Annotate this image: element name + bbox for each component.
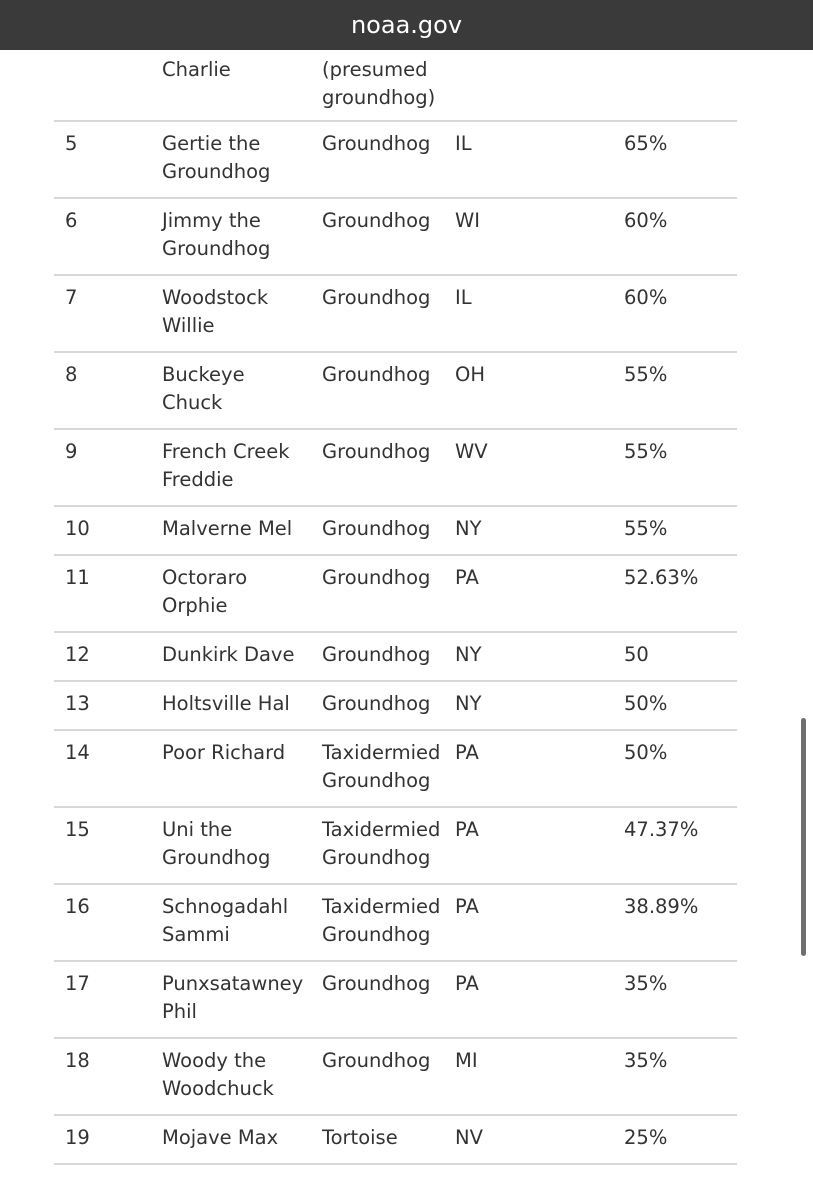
cell-state: IL: [455, 132, 472, 155]
cell-name: Woodstock Willie: [162, 286, 269, 337]
cell-name: Gertie the Groundhog: [162, 132, 271, 183]
cell-name: Charlie: [162, 58, 231, 81]
table-row: [54, 962, 737, 1039]
cell-type: Groundhog: [322, 972, 431, 995]
cell-state: PA: [455, 566, 479, 589]
cell-rank: [54, 56, 151, 112]
table-row: [54, 199, 737, 276]
cell-type: Groundhog: [322, 517, 431, 540]
cell-rank: 19: [65, 1126, 90, 1149]
cell-rank: 6: [65, 209, 78, 232]
cell-name: Dunkirk Dave: [162, 643, 295, 666]
cell-state: WV: [455, 440, 488, 463]
cell-type: Groundhog: [322, 286, 431, 309]
table-row: [54, 276, 737, 353]
table-row: [54, 731, 737, 808]
cell-type: Groundhog: [322, 363, 431, 386]
cell-rank: 7: [65, 286, 78, 309]
table-row: [54, 808, 737, 885]
cell-rank: 14: [65, 741, 90, 764]
cell-type: (presumed groundhog): [322, 58, 436, 109]
scrollbar[interactable]: [801, 718, 806, 956]
table-row: [54, 430, 737, 507]
table-row: [54, 556, 737, 633]
cell-rank: 15: [65, 818, 90, 841]
cell-state: PA: [455, 818, 479, 841]
cell-type: Taxidermied Groundhog: [322, 741, 441, 792]
cell-name: Uni the Groundhog: [162, 818, 271, 869]
cell-rank: 8: [65, 363, 78, 386]
cell-type: Taxidermied Groundhog: [322, 895, 441, 946]
table-row: [54, 507, 737, 556]
cell-state: NV: [455, 1126, 483, 1149]
cell-accuracy: [613, 56, 737, 112]
cell-name: Jimmy the Groundhog: [162, 209, 271, 260]
cell-type: Groundhog: [322, 692, 431, 715]
cell-name: Octoraro Orphie: [162, 566, 248, 617]
cell-accuracy: 47.37%: [624, 818, 699, 841]
table-row: [54, 353, 737, 430]
cell-state: OH: [455, 363, 486, 386]
cell-type: Groundhog: [322, 440, 431, 463]
cell-name: Mojave Max: [162, 1126, 279, 1149]
cell-accuracy: 50: [624, 643, 649, 666]
cell-name: Holtsville Hal: [162, 692, 290, 715]
url-bar[interactable]: [0, 0, 813, 50]
cell-state: IL: [455, 286, 472, 309]
cell-state: PA: [455, 895, 479, 918]
cell-rank: 12: [65, 643, 90, 666]
cell-accuracy: 50%: [624, 741, 668, 764]
cell-accuracy: 55%: [624, 440, 668, 463]
forecaster-table: [54, 50, 737, 1165]
cell-state: NY: [455, 643, 482, 666]
cell-rank: 18: [65, 1049, 90, 1072]
table-row: [54, 682, 737, 731]
cell-type: Groundhog: [322, 643, 431, 666]
cell-state: WI: [455, 209, 481, 232]
table-row: [54, 885, 737, 962]
cell-accuracy: 55%: [624, 363, 668, 386]
cell-name: Schnogadahl Sammi: [162, 895, 289, 946]
cell-type: Groundhog: [322, 1049, 431, 1072]
cell-name: Woody the Woodchuck: [162, 1049, 274, 1100]
cell-state: NY: [455, 692, 482, 715]
cell-type: Groundhog: [322, 566, 431, 589]
cell-rank: 9: [65, 440, 78, 463]
cell-name: Buckeye Chuck: [162, 363, 245, 414]
cell-rank: 13: [65, 692, 90, 715]
cell-type: Groundhog: [322, 132, 431, 155]
cell-type: Tortoise: [322, 1126, 398, 1149]
cell-name: French Creek Freddie: [162, 440, 290, 491]
cell-state: NY: [455, 517, 482, 540]
cell-name: Poor Richard: [162, 741, 286, 764]
table-row: [54, 50, 737, 122]
cell-accuracy: 60%: [624, 209, 668, 232]
cell-state: PA: [455, 741, 479, 764]
cell-rank: 17: [65, 972, 90, 995]
table-row: [54, 1039, 737, 1116]
url-text: noaa.gov: [350, 11, 463, 39]
cell-accuracy: 50%: [624, 692, 668, 715]
cell-accuracy: 65%: [624, 132, 668, 155]
cell-accuracy: 52.63%: [624, 566, 699, 589]
cell-rank: 11: [65, 566, 90, 589]
cell-name: Punxsatawney Phil: [162, 972, 304, 1023]
cell-accuracy: 38.89%: [624, 895, 699, 918]
cell-state: MI: [455, 1049, 478, 1072]
cell-accuracy: 55%: [624, 517, 668, 540]
cell-accuracy: 25%: [624, 1126, 668, 1149]
cell-type: Taxidermied Groundhog: [322, 818, 441, 869]
table-row: [54, 122, 737, 199]
cell-state: [444, 56, 613, 112]
table-row: [54, 633, 737, 682]
cell-name: Malverne Mel: [162, 517, 293, 540]
cell-rank: 10: [65, 517, 90, 540]
cell-state: PA: [455, 972, 479, 995]
cell-accuracy: 35%: [624, 1049, 668, 1072]
table-row: [54, 1116, 737, 1165]
cell-rank: 5: [65, 132, 78, 155]
cell-type: Groundhog: [322, 209, 431, 232]
cell-rank: 16: [65, 895, 90, 918]
cell-accuracy: 60%: [624, 286, 668, 309]
cell-accuracy: 35%: [624, 972, 668, 995]
